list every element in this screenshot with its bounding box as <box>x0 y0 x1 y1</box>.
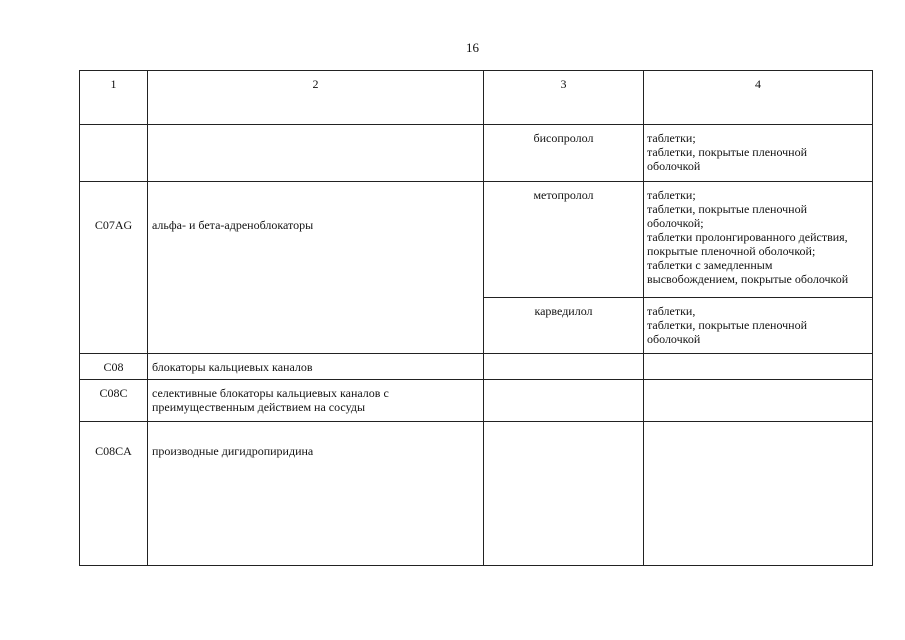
form-line: высвобождением, покрытые оболочкой <box>647 272 849 286</box>
forms-cell <box>644 380 873 422</box>
form-line: таблетки, покрытые пленочной <box>647 145 808 159</box>
header-row <box>80 71 873 125</box>
drug-cell: карведилол <box>484 298 644 354</box>
form-line: оболочкой <box>647 332 701 346</box>
table-row <box>80 354 873 380</box>
group-cell: производные дигидропиридина <box>148 422 484 566</box>
code-cell: C08 <box>80 354 148 380</box>
code-cell: C07AG <box>80 182 148 354</box>
group-line: преимущественным действием на сосуды <box>152 400 366 414</box>
form-line: оболочкой; <box>647 216 704 230</box>
form-line: покрытые пленочной оболочкой; <box>647 244 816 258</box>
form-line: таблетки, покрытые пленочной <box>647 318 808 332</box>
group-cell <box>148 125 484 182</box>
forms-cell <box>644 125 873 182</box>
form-line: таблетки с замедленным <box>647 258 773 272</box>
code-cell <box>80 125 148 182</box>
forms-cell <box>644 422 873 566</box>
table-row <box>80 125 873 182</box>
table-row <box>80 422 873 566</box>
group-cell <box>148 380 484 422</box>
group-line: селективные блокаторы кальциевых каналов с <box>152 386 389 400</box>
table-row <box>80 380 873 422</box>
drug-cell <box>484 354 644 380</box>
page-number: 16 <box>466 40 479 55</box>
drug-cell <box>484 422 644 566</box>
code-cell: C08CA <box>80 422 148 566</box>
forms-cell <box>644 354 873 380</box>
drug-cell: бисопролол <box>484 125 644 182</box>
form-line: таблетки, <box>647 304 696 318</box>
header-col-4: 4 <box>644 71 873 125</box>
drug-cell: метопролол <box>484 182 644 298</box>
header-col-1: 1 <box>80 71 148 125</box>
form-line: таблетки, покрытые пленочной <box>647 202 808 216</box>
form-line: таблетки; <box>647 188 696 202</box>
table-row <box>80 182 873 298</box>
group-cell: альфа- и бета-адреноблокаторы <box>148 182 484 354</box>
header-col-3: 3 <box>484 71 644 125</box>
drug-cell <box>484 380 644 422</box>
form-line: оболочкой <box>647 159 701 173</box>
forms-cell <box>644 298 873 354</box>
code-cell: C08C <box>80 380 148 422</box>
group-cell: блокаторы кальциевых каналов <box>148 354 484 380</box>
header-col-2: 2 <box>148 71 484 125</box>
form-line: таблетки пролонгированного действия, <box>647 230 848 244</box>
forms-cell <box>644 182 873 298</box>
form-line: таблетки; <box>647 131 696 145</box>
drug-table <box>79 70 873 566</box>
